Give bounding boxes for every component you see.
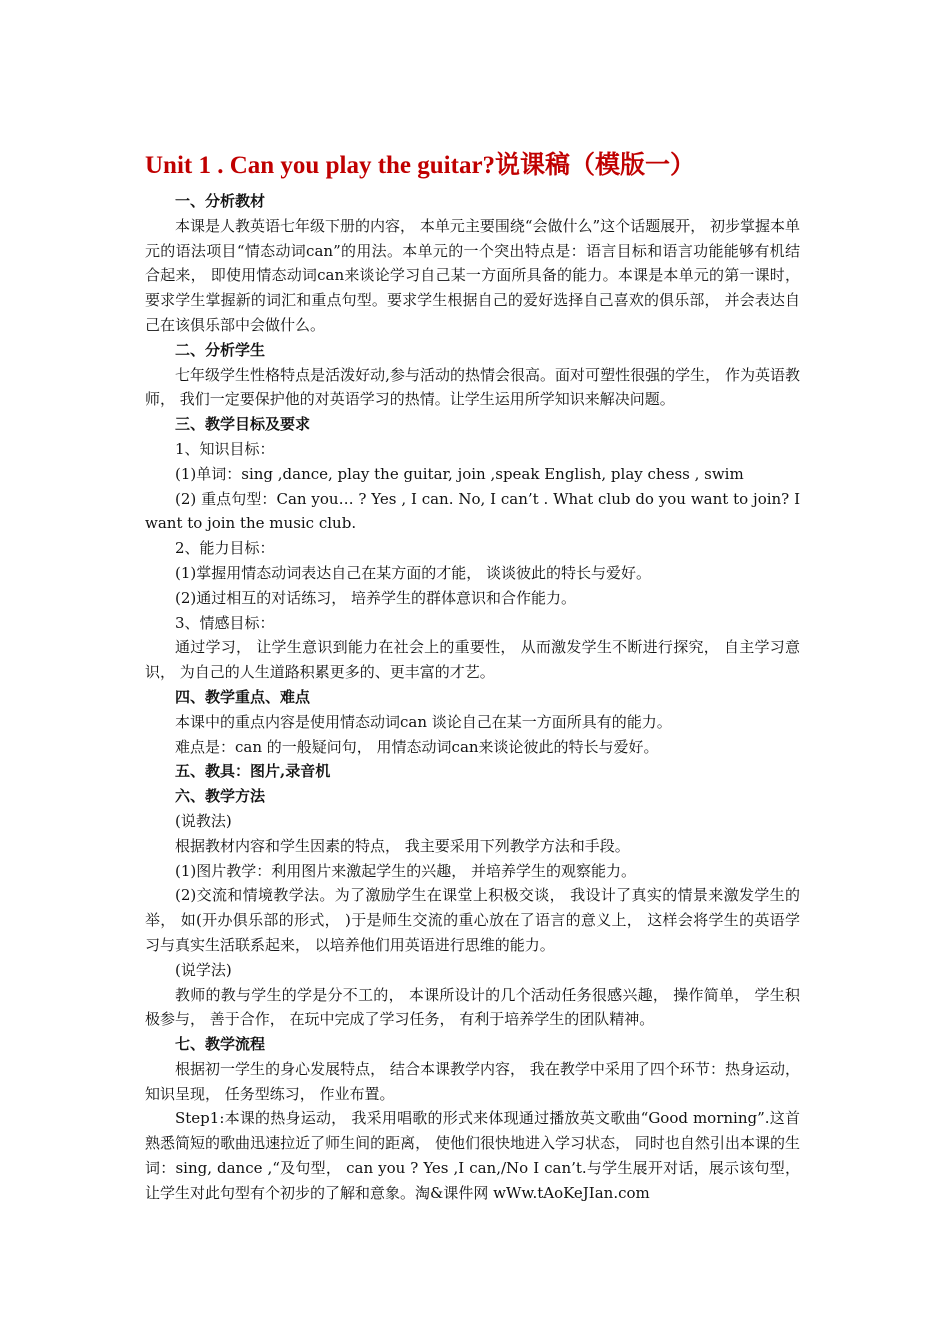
section-heading: 七、教学流程 (175, 1035, 266, 1054)
section-heading: 二、分析学生 (175, 340, 266, 359)
section-heading: 六、教学方法 (175, 787, 266, 806)
paragraph: Step1:本课的热身运动， 我采用唱歌的形式来体现通过播放英文歌曲“Good morning”.这首熟悉简短的歌曲迅速拉近了师生间的距离， 使他们很快地进入学习状态， 同时也自然引出本课的生词：sing, dance ,“及句型， can you ? Yes ,I can,/No I can’t.与学生展开对话，展示该句型， 让学生对此句型有个初步的了解和意象。淘&课件网 wWw.tAoKeJIan.com (145, 1109, 800, 1202)
section-heading: 三、教学目标及要求 (175, 415, 311, 434)
subheading: (说教法) (175, 811, 232, 830)
document-body (145, 189, 800, 1206)
paragraph: 教师的教与学生的学是分不工的， 本课所设计的几个活动任务很感兴趣， 操作简单， 学生积极参与， 善于合作， 在玩中完成了学习任务， 有利于培养学生的团队精神。 (145, 985, 800, 1029)
paragraph: (1)掌握用情态动词表达自己在某方面的才能， 谈谈彼此的特长与爱好。 (175, 563, 652, 582)
paragraph: 根据初一学生的身心发展特点， 结合本课教学内容， 我在教学中采用了四个环节：热身运动， 知识呈现， 任务型练习， 作业布置。 (145, 1059, 800, 1103)
subheading: 1、知识目标： (175, 439, 275, 458)
paragraph: (2) 重点句型：Can you… ? Yes , I can. No, I can’t . What club do you want to join? I want to join the music club. (145, 489, 800, 533)
document-title: Unit 1 . Can you play the guitar?说课稿（模版一） (145, 152, 696, 179)
subheading: 2、能力目标： (175, 539, 275, 558)
subheading: (说学法) (175, 960, 232, 979)
paragraph: 根据教材内容和学生因素的特点， 我主要采用下列教学方法和手段。 (175, 836, 630, 855)
section-heading: 四、教学重点、难点 (175, 687, 311, 706)
paragraph: (1)单词：sing ,dance, play the guitar, join ,speak English, play chess , swim (175, 464, 744, 483)
subheading: 3、情感目标： (175, 613, 275, 632)
paragraph: 难点是：can 的一般疑问句， 用情态动词can来谈论彼此的特长与爱好。 (175, 737, 659, 756)
paragraph: 通过学习， 让学生意识到能力在社会上的重要性， 从而激发学生不断进行探究， 自主学习意识， 为自己的人生道路积累更多的、更丰富的才艺。 (145, 638, 800, 682)
section-heading: 五、教具：图片,录音机 (175, 762, 331, 781)
paragraph: 七年级学生性格特点是活泼好动,参与活动的热情会很高。面对可塑性很强的学生， 作为英语教师， 我们一定要保护他的对英语学习的热情。让学生运用所学知识来解决问题。 (145, 365, 800, 409)
paragraph: (2)通过相互的对话练习， 培养学生的群体意识和合作能力。 (175, 588, 577, 607)
paragraph: (1)图片教学：利用图片来激起学生的兴趣， 并培养学生的观察能力。 (175, 861, 637, 880)
paragraph: 本课是人教英语七年级下册的内容， 本单元主要围绕“会做什么”这个话题展开， 初步掌握本单元的语法项目“情态动词can”的用法。本单元的一个突出特点是：语言目标和语言功能能够有机结合起来， 即使用情态动词can来谈论学习自己某一方面所具备的能力。本课是本单元的第一课时， 要求学生掌握新的词汇和重点句型。要求学生根据自己的爱好选择自己喜欢的俱乐部， 并会表达自己在该俱乐部中会做什么。 (145, 216, 800, 334)
paragraph: 本课中的重点内容是使用情态动词can 谈论自己在某一方面所具有的能力。 (175, 712, 672, 731)
section-heading: 一、分析教材 (175, 192, 266, 210)
paragraph: (2)交流和情境教学法。为了激励学生在课堂上积极交谈， 我设计了真实的情景来激发学生的举， 如(开办俱乐部的形式， )于是师生交流的重心放在了语言的意义上， 这样会将学生的英语学习与真实生活联系起来， 以培养他们用英语进行思维的能力。 (145, 886, 800, 954)
